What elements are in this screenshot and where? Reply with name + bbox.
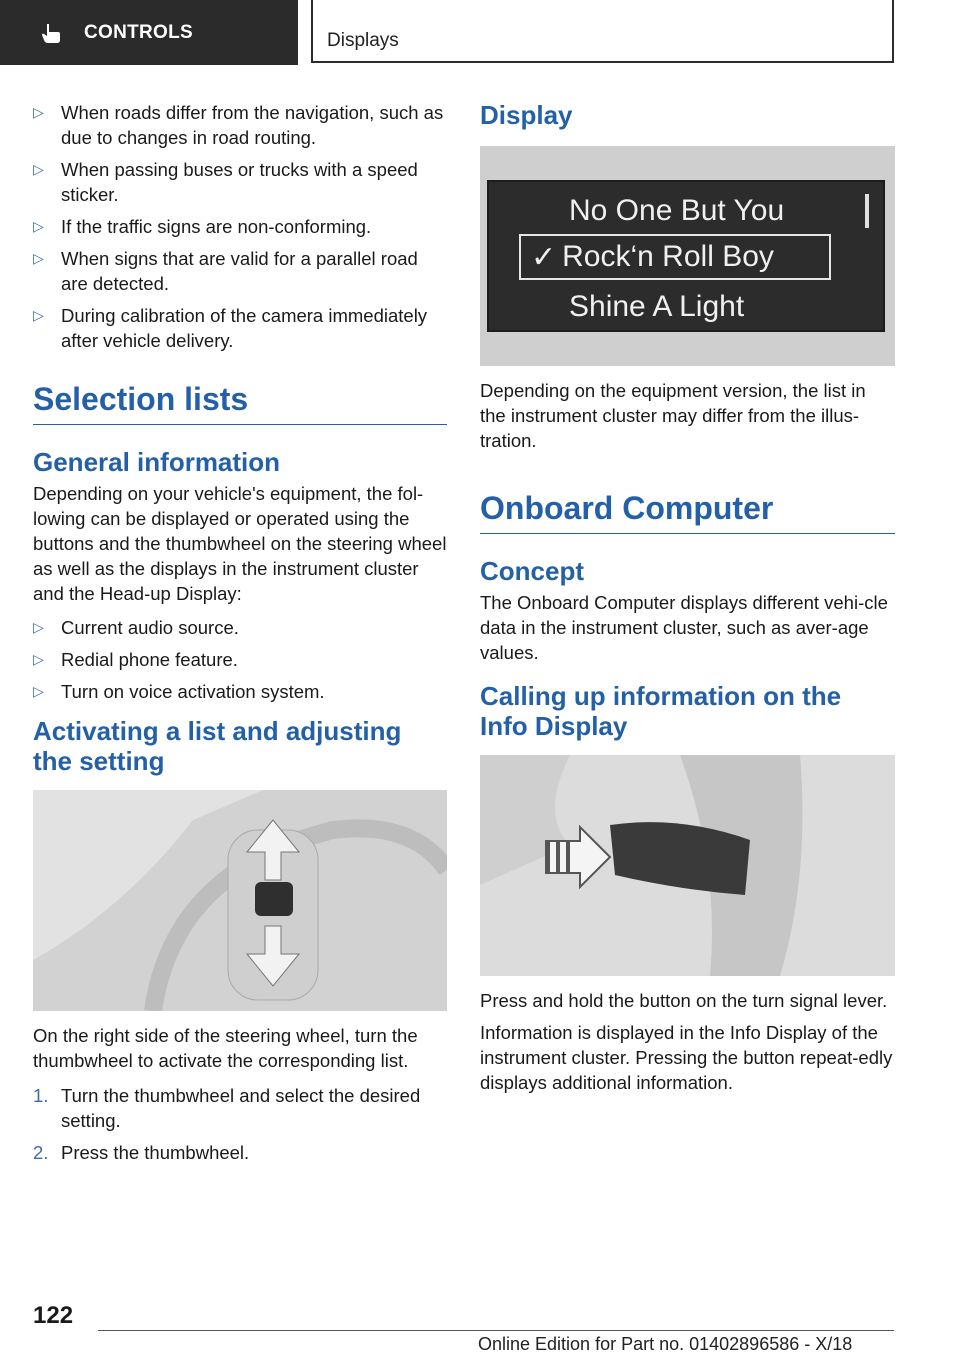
triangle-bullet-icon: ▷ <box>33 619 44 635</box>
list-item: 1. Turn the thumbwheel and select the desired setting. <box>33 1085 421 1131</box>
display-paragraph: Depending on the equipment version, the list in the instrument cluster may differ from the illus-tration. <box>480 380 866 451</box>
triangle-bullet-icon: ▷ <box>33 161 44 177</box>
heading-display: Display <box>480 100 573 130</box>
section-title: CONTROLS <box>84 21 194 43</box>
check-icon: ✓ <box>531 240 557 274</box>
calling-paragraph-1: Press and hold the button on the turn signal lever. <box>480 990 888 1011</box>
heading-calling-up-information: Calling up information on the Info Display <box>480 681 842 741</box>
intro-bullet-list <box>33 100 447 353</box>
turn-signal-illustration <box>480 755 895 976</box>
concept-paragraph: The Onboard Computer displays different vehi-cle data in the instrument cluster, such as aver-age values. <box>480 592 888 663</box>
display-screen <box>487 180 885 332</box>
chapter-title: Displays <box>327 30 399 51</box>
general-bullet-list <box>33 615 447 704</box>
left-column <box>33 100 447 1172</box>
steering-wheel-figure <box>33 790 447 1011</box>
list-item: ▷ When passing buses or trucks with a speed sticker. <box>33 159 418 205</box>
list-item: ▷ Current audio source. <box>33 617 239 638</box>
calling-paragraph-2: Information is displayed in the Info Display of the instrument cluster. Pressing the button repeat-edly displays additional information. <box>480 1022 893 1093</box>
heading-selection-lists: Selection lists <box>33 381 447 425</box>
footer-divider <box>98 1330 894 1331</box>
section-tab <box>0 0 298 65</box>
triangle-bullet-icon: ▷ <box>33 651 44 667</box>
display-figure <box>480 146 895 366</box>
steps-list <box>33 1083 447 1165</box>
triangle-bullet-icon: ▷ <box>33 307 44 323</box>
heading-concept: Concept <box>480 556 584 586</box>
triangle-bullet-icon: ▷ <box>33 250 44 266</box>
page-number: 122 <box>33 1302 74 1329</box>
list-item: ▷ If the traffic signs are non-conforming. <box>33 216 372 237</box>
activate-paragraph: On the right side of the steering wheel, turn the thumbwheel to activate the corresponding list. <box>33 1025 418 1071</box>
heading-onboard-computer: Onboard Computer <box>480 490 895 534</box>
chapter-box <box>311 0 894 63</box>
scrollbar[interactable] <box>865 194 869 228</box>
general-paragraph: Depending on your vehicle's equipment, the fol-lowing can be displayed or operated using the buttons and the thumbwheel on the steering wheel as well as the displays in the instrument cluster and the Head-up Display: <box>33 483 447 604</box>
triangle-bullet-icon: ▷ <box>33 104 44 120</box>
list-item: ▷ Redial phone feature. <box>33 649 238 670</box>
triangle-bullet-icon: ▷ <box>33 683 44 699</box>
display-list-item: No One But You <box>569 194 785 227</box>
list-item: ▷ When roads differ from the navigation, such as due to changes in road routing. <box>33 102 444 148</box>
steering-wheel-illustration <box>33 790 447 1011</box>
display-list-item-selected: ✓ Rock‘n Roll Boy <box>519 234 831 280</box>
list-item: ▷ When signs that are valid for a parallel road are detected. <box>33 248 418 294</box>
heading-general-information: General information <box>33 447 281 477</box>
display-list-item: Shine A Light <box>569 290 745 323</box>
edition-text: Online Edition for Part no. 01402896586 - X/18 <box>478 1334 853 1354</box>
turn-signal-figure <box>480 755 895 976</box>
right-column <box>480 100 895 1095</box>
list-item: ▷ During calibration of the camera immediately after vehicle delivery. <box>33 305 428 351</box>
list-item: ▷ Turn on voice activation system. <box>33 681 325 702</box>
hand-pointer-icon <box>40 22 62 44</box>
heading-activating-list: Activating a list and adjusting the setting <box>33 716 402 776</box>
list-item: 2. Press the thumbwheel. <box>33 1142 250 1163</box>
triangle-bullet-icon: ▷ <box>33 218 44 234</box>
